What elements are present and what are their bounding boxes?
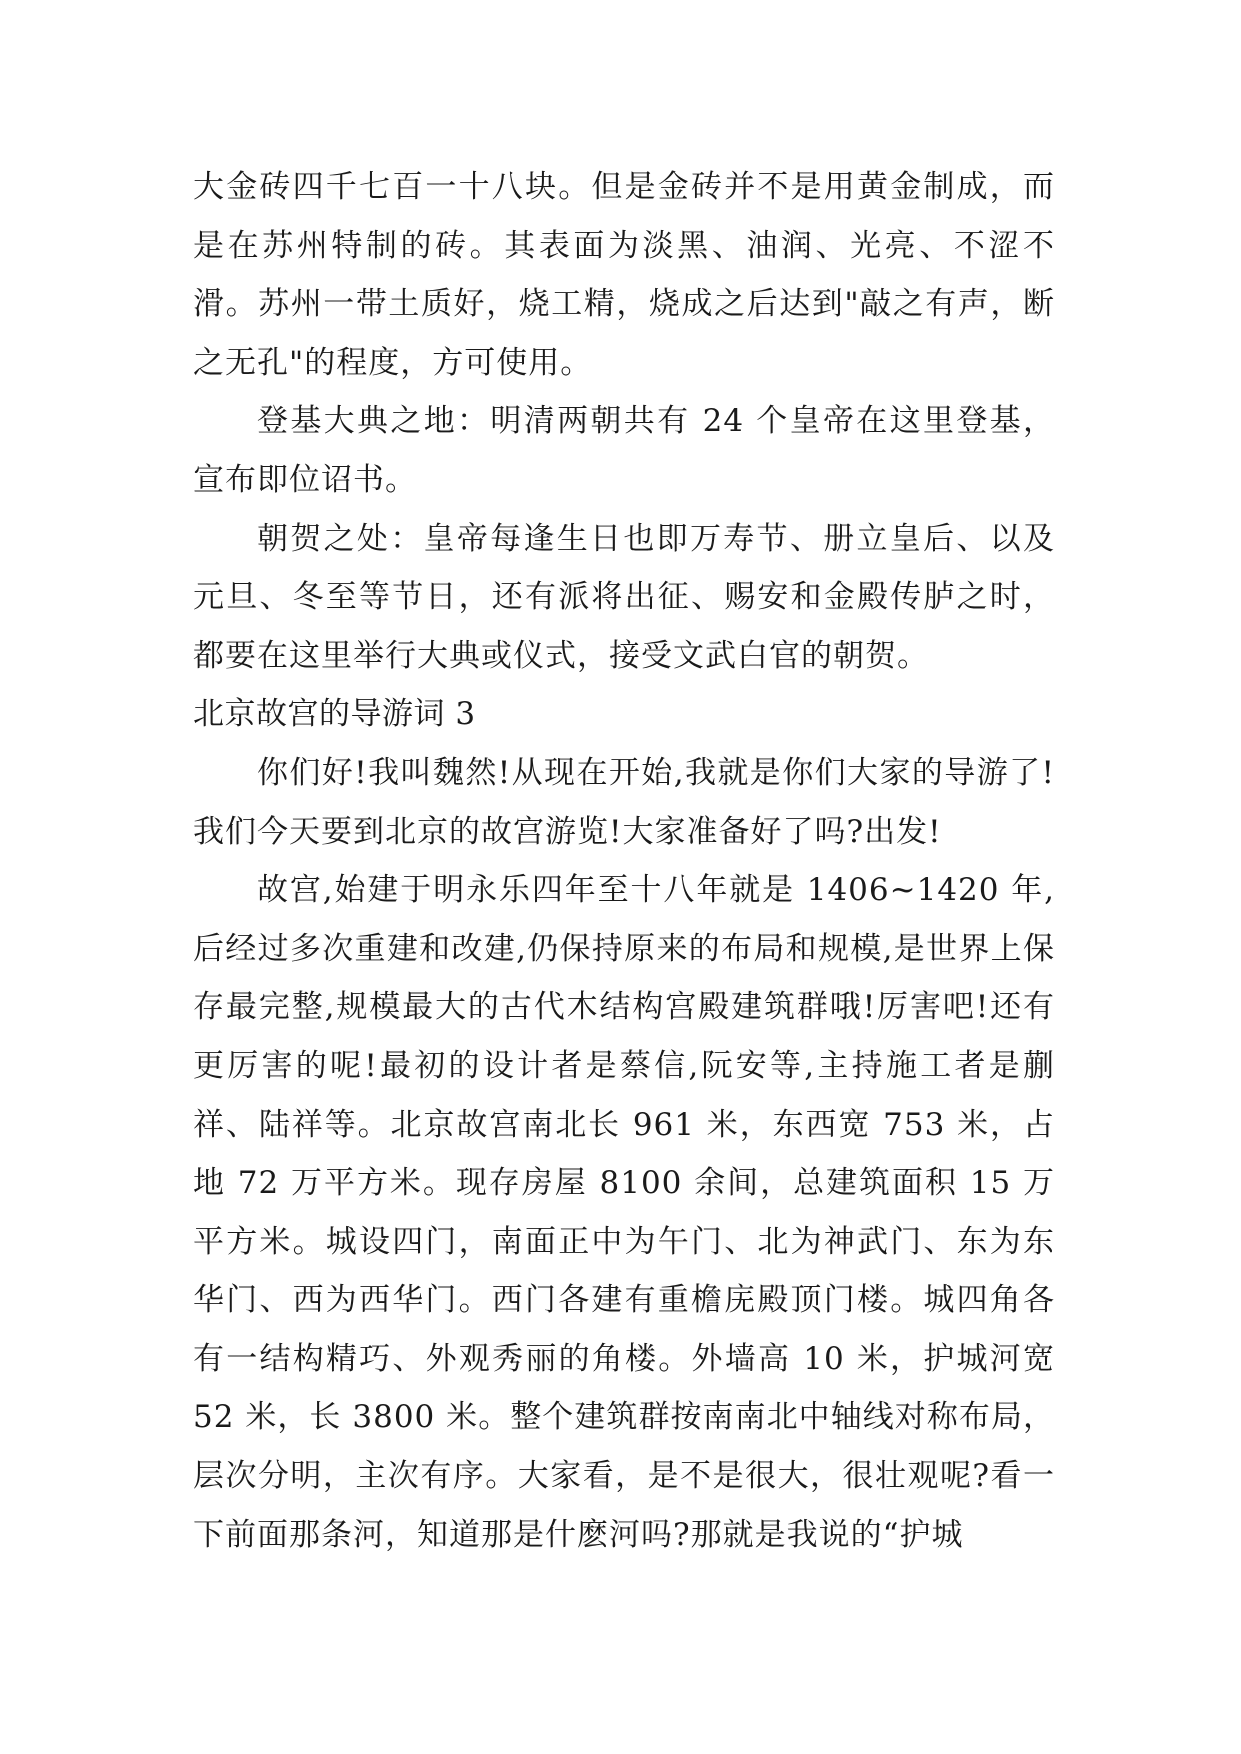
section-heading: 北京故宫的导游词 3 <box>193 696 476 733</box>
paragraph-forbidden-city: 故宫,始建于明永乐四年至十八年就是 1406~1420 年,后经过多次重建和改建,仍保持原来的布局和规模,是世界上保存最完整,规模最大的古代木结构宫殿建筑群哦!厉害吧!还有更厉害的呢!最初的设计者是蔡信,阮安等,主持施工者是蒯祥、陆祥等。北京故宫南北长 961 米，东西宽 753 米，占地 72 万平方米。现存房屋 8100 余间，总建筑面积 15 万平方米。城设四门，南面正中为午门、北为神武门、东为东华门、西为西华门。西门各建有重檐庑殿顶门楼。城四角各有一结构精巧、外观秀丽的角楼。外墙高 10 米，护城河宽 52 米，长 3800 米。整个建筑群按南南北中轴线对称布局，层次分明，主次有序。大家看，是不是很大，很壮观呢?看一下前面那条河，知道那是什麽河吗?那就是我说的“护城 <box>193 872 1055 1553</box>
paragraph-coronation: 登基大典之地：明清两朝共有 24 个皇帝在这里登基，宣布即位诏书。 <box>193 403 1055 498</box>
paragraph-ceremonies: 朝贺之处：皇帝每逢生日也即万寿节、册立皇后、以及元旦、冬至等节日，还有派将出征、赐安和金殿传胪之时，都要在这里举行大典或仪式，接受文武白官的朝贺。 <box>193 520 1055 674</box>
document-body <box>193 158 1055 1564</box>
paragraph-greeting: 你们好!我叫魏然!从现在开始,我就是你们大家的导游了!我们今天要到北京的故宫游览!大家准备好了吗?出发! <box>193 754 1055 850</box>
paragraph-gold-bricks: 大金砖四千七百一十八块。但是金砖并不是用黄金制成，而是在苏州特制的砖。其表面为淡黑、油润、光亮、不涩不滑。苏州一带土质好，烧工精，烧成之后达到"敲之有声，断之无孔"的程度，方可使用。 <box>193 169 1055 381</box>
